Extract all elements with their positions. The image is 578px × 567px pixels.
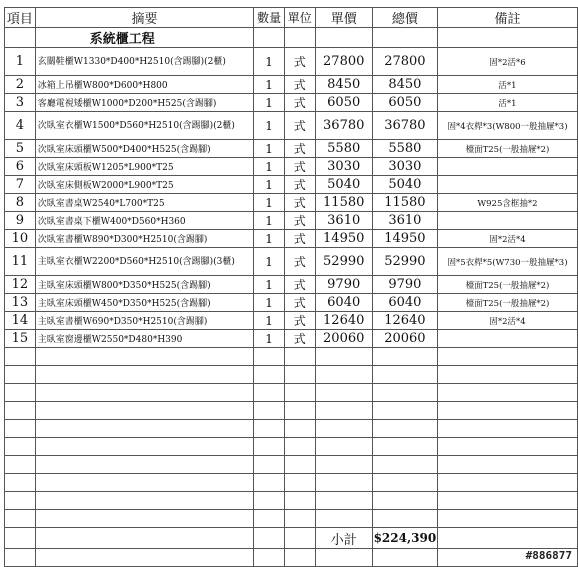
item-description: 次臥室書櫃W890*D300*H2510(含踢腳) — [35, 230, 253, 248]
header-description: 摘要 — [35, 8, 253, 28]
empty-cell — [254, 438, 285, 456]
empty-cell — [315, 402, 372, 420]
empty-cell — [5, 492, 36, 510]
header-no: 項目 — [5, 8, 36, 28]
item-remark: 固*4衣桿*3(W800一般抽屜*3) — [437, 112, 577, 140]
subtotal-empty-cell — [5, 528, 36, 549]
item-unit: 式 — [284, 294, 315, 312]
empty-cell — [35, 384, 253, 402]
item-unit-price: 6050 — [315, 94, 372, 112]
item-total: 8450 — [372, 76, 437, 94]
empty-cell — [284, 456, 315, 474]
empty-cell — [437, 438, 577, 456]
empty-cell — [254, 366, 285, 384]
item-unit-price: 36780 — [315, 112, 372, 140]
item-number: 5 — [5, 140, 36, 158]
empty-cell — [437, 474, 577, 492]
item-total: 27800 — [372, 48, 437, 76]
item-description: 客廳電視矮櫃W1000*D200*H525(含踢腳) — [35, 94, 253, 112]
empty-cell — [372, 438, 437, 456]
empty-cell — [372, 384, 437, 402]
item-unit-price: 5040 — [315, 176, 372, 194]
item-remark: 檯面T25(一般抽屜*2) — [437, 140, 577, 158]
item-quantity: 1 — [254, 176, 285, 194]
item-description: 次臥室書桌下櫃W400*D560*H360 — [35, 212, 253, 230]
item-quantity: 1 — [254, 140, 285, 158]
empty-cell — [5, 510, 36, 528]
empty-cell — [5, 474, 36, 492]
empty-cell — [254, 402, 285, 420]
item-unit-price: 3030 — [315, 158, 372, 176]
empty-cell — [437, 366, 577, 384]
item-remark: 固*2活*4 — [437, 230, 577, 248]
item-unit: 式 — [284, 276, 315, 294]
empty-row — [5, 456, 578, 474]
empty-cell — [315, 474, 372, 492]
item-unit: 式 — [284, 194, 315, 212]
item-unit-price: 5580 — [315, 140, 372, 158]
empty-cell — [284, 510, 315, 528]
footer-empty-cell — [254, 549, 285, 567]
empty-cell — [284, 366, 315, 384]
empty-cell — [372, 420, 437, 438]
item-quantity: 1 — [254, 194, 285, 212]
item-description-text: 次臥室衣櫃W1500*D560*H2510(含踢腳)(2櫃) — [37, 120, 235, 131]
empty-cell — [315, 384, 372, 402]
item-total: 20060 — [372, 330, 437, 348]
subtotal-value: $224,390 — [372, 528, 437, 549]
item-number: 8 — [5, 194, 36, 212]
header-quantity: 數量 — [254, 8, 285, 28]
item-unit: 式 — [284, 48, 315, 76]
item-number: 7 — [5, 176, 36, 194]
item-description: 次臥室床頭板W1205*L900*T25 — [35, 158, 253, 176]
empty-cell — [315, 456, 372, 474]
title-empty-cell — [284, 28, 315, 48]
item-total: 6040 — [372, 294, 437, 312]
item-description — [35, 112, 253, 140]
empty-cell — [437, 348, 577, 366]
item-description: 主臥室床頭櫃W450*D350*H525(含踢腳) — [35, 294, 253, 312]
item-total: 14950 — [372, 230, 437, 248]
empty-cell — [5, 420, 36, 438]
item-unit: 式 — [284, 112, 315, 140]
empty-cell — [284, 474, 315, 492]
empty-cell — [372, 510, 437, 528]
title-empty-cell — [254, 28, 285, 48]
subtotal-empty-cell — [254, 528, 285, 549]
table-row — [5, 94, 578, 112]
item-total: 5040 — [372, 176, 437, 194]
empty-row — [5, 348, 578, 366]
item-total: 11580 — [372, 194, 437, 212]
header-unit-price: 單價 — [315, 8, 372, 28]
empty-cell — [315, 420, 372, 438]
empty-cell — [372, 366, 437, 384]
item-unit: 式 — [284, 140, 315, 158]
item-description — [35, 248, 253, 276]
item-unit: 式 — [284, 312, 315, 330]
empty-cell — [437, 384, 577, 402]
item-quantity: 1 — [254, 248, 285, 276]
header-remark: 備註 — [437, 8, 577, 28]
empty-cell — [254, 510, 285, 528]
table-row — [5, 248, 578, 276]
item-unit-price: 27800 — [315, 48, 372, 76]
item-total: 5580 — [372, 140, 437, 158]
empty-cell — [254, 492, 285, 510]
item-quantity: 1 — [254, 158, 285, 176]
table-body — [5, 28, 578, 528]
empty-cell — [5, 402, 36, 420]
table-row — [5, 194, 578, 212]
item-remark: 活*1 — [437, 76, 577, 94]
empty-cell — [372, 348, 437, 366]
empty-cell — [35, 402, 253, 420]
item-remark: 檯面T25(一般抽屜*2) — [437, 294, 577, 312]
title-empty-cell — [5, 28, 36, 48]
footer-empty-cell — [35, 549, 253, 567]
empty-cell — [284, 420, 315, 438]
item-remark: W925含框抽*2 — [437, 194, 577, 212]
empty-cell — [315, 510, 372, 528]
item-quantity: 1 — [254, 294, 285, 312]
watermark-id: #886877 — [525, 549, 572, 562]
empty-cell — [254, 420, 285, 438]
item-quantity: 1 — [254, 76, 285, 94]
empty-cell — [284, 438, 315, 456]
empty-cell — [5, 438, 36, 456]
item-unit: 式 — [284, 176, 315, 194]
empty-row — [5, 366, 578, 384]
footer-empty-cell — [372, 549, 437, 567]
item-remark: 固*2活*4 — [437, 312, 577, 330]
item-unit: 式 — [284, 248, 315, 276]
subtotal-row — [5, 528, 578, 549]
table-row — [5, 312, 578, 330]
empty-cell — [437, 510, 577, 528]
item-description: 次臥室床頭櫃W500*D400*H525(含踢腳) — [35, 140, 253, 158]
empty-cell — [254, 384, 285, 402]
item-unit-price: 12640 — [315, 312, 372, 330]
item-number: 2 — [5, 76, 36, 94]
empty-row — [5, 384, 578, 402]
empty-cell — [437, 492, 577, 510]
title-empty-cell — [315, 28, 372, 48]
empty-row — [5, 510, 578, 528]
table-row — [5, 276, 578, 294]
item-unit: 式 — [284, 94, 315, 112]
empty-cell — [284, 384, 315, 402]
table-row — [5, 76, 578, 94]
empty-row — [5, 492, 578, 510]
item-remark: 檯面T25(一般抽屜*2) — [437, 276, 577, 294]
empty-cell — [254, 456, 285, 474]
header-row — [5, 8, 578, 28]
section-title-row — [5, 28, 578, 48]
item-description-text: 主臥室衣櫃W2200*D560*H2510(含踢腳)(3櫃) — [37, 256, 235, 267]
item-unit-price: 3610 — [315, 212, 372, 230]
item-unit: 式 — [284, 330, 315, 348]
item-remark — [437, 212, 577, 230]
item-unit-price: 8450 — [315, 76, 372, 94]
table-row — [5, 112, 578, 140]
empty-row — [5, 402, 578, 420]
footer-row — [5, 549, 578, 567]
subtotal-empty-cell — [35, 528, 253, 549]
table-row — [5, 230, 578, 248]
item-remark: 固*2活*6 — [437, 48, 577, 76]
subtotal-empty-cell — [437, 528, 577, 549]
item-quantity: 1 — [254, 112, 285, 140]
section-title: 系統櫃工程 — [35, 28, 253, 48]
empty-cell — [254, 348, 285, 366]
item-number: 11 — [5, 248, 36, 276]
quotation-table — [4, 7, 578, 567]
item-unit-price: 52990 — [315, 248, 372, 276]
item-total: 9790 — [372, 276, 437, 294]
item-number: 14 — [5, 312, 36, 330]
empty-cell — [35, 492, 253, 510]
empty-cell — [284, 402, 315, 420]
subtotal-label: 小計 — [315, 528, 372, 549]
item-remark — [437, 158, 577, 176]
item-unit-price: 11580 — [315, 194, 372, 212]
item-description-text: 玄關鞋櫃W1330*D400*H2510(含踢腳)(2櫃) — [37, 56, 226, 67]
item-number: 1 — [5, 48, 36, 76]
empty-cell — [372, 492, 437, 510]
item-description: 次臥室書桌W2540*L700*T25 — [35, 194, 253, 212]
item-number: 6 — [5, 158, 36, 176]
quotation-sheet — [4, 7, 578, 567]
item-remark: 固*5衣桿*5(W730一般抽屜*3) — [437, 248, 577, 276]
empty-cell — [437, 456, 577, 474]
empty-cell — [437, 402, 577, 420]
item-description: 次臥室床側板W2000*L900*T25 — [35, 176, 253, 194]
item-number: 4 — [5, 112, 36, 140]
item-description — [35, 48, 253, 76]
empty-row — [5, 438, 578, 456]
title-empty-cell — [372, 28, 437, 48]
item-unit-price: 9790 — [315, 276, 372, 294]
empty-cell — [315, 366, 372, 384]
empty-cell — [5, 456, 36, 474]
item-quantity: 1 — [254, 330, 285, 348]
item-number: 15 — [5, 330, 36, 348]
item-quantity: 1 — [254, 94, 285, 112]
item-quantity: 1 — [254, 212, 285, 230]
table-row — [5, 330, 578, 348]
empty-cell — [35, 366, 253, 384]
item-remark — [437, 330, 577, 348]
empty-cell — [35, 420, 253, 438]
empty-cell — [372, 456, 437, 474]
footer-empty-cell — [315, 549, 372, 567]
item-unit: 式 — [284, 76, 315, 94]
item-number: 13 — [5, 294, 36, 312]
empty-cell — [254, 474, 285, 492]
item-remark — [437, 176, 577, 194]
item-number: 10 — [5, 230, 36, 248]
item-total: 3610 — [372, 212, 437, 230]
empty-row — [5, 420, 578, 438]
table-row — [5, 176, 578, 194]
item-unit-price: 6040 — [315, 294, 372, 312]
empty-row — [5, 474, 578, 492]
item-description: 冰箱上吊櫃W800*D600*H800 — [35, 76, 253, 94]
empty-cell — [315, 348, 372, 366]
table-row — [5, 140, 578, 158]
title-empty-cell — [437, 28, 577, 48]
item-total: 6050 — [372, 94, 437, 112]
item-quantity: 1 — [254, 48, 285, 76]
item-unit: 式 — [284, 212, 315, 230]
empty-cell — [5, 348, 36, 366]
empty-cell — [315, 438, 372, 456]
item-number: 12 — [5, 276, 36, 294]
table-row — [5, 158, 578, 176]
empty-cell — [35, 438, 253, 456]
empty-cell — [315, 492, 372, 510]
empty-cell — [35, 474, 253, 492]
item-quantity: 1 — [254, 312, 285, 330]
item-total: 12640 — [372, 312, 437, 330]
empty-cell — [437, 420, 577, 438]
empty-cell — [284, 348, 315, 366]
empty-cell — [5, 384, 36, 402]
footer-empty-cell — [5, 549, 36, 567]
table-row — [5, 212, 578, 230]
item-total: 52990 — [372, 248, 437, 276]
item-total: 3030 — [372, 158, 437, 176]
item-number: 3 — [5, 94, 36, 112]
item-unit: 式 — [284, 230, 315, 248]
item-description: 主臥室窗邊櫃W2550*D480*H390 — [35, 330, 253, 348]
item-quantity: 1 — [254, 276, 285, 294]
header-unit: 單位 — [284, 8, 315, 28]
item-total: 36780 — [372, 112, 437, 140]
item-unit: 式 — [284, 158, 315, 176]
empty-cell — [372, 402, 437, 420]
empty-cell — [284, 492, 315, 510]
empty-cell — [5, 366, 36, 384]
item-description: 主臥室床頭櫃W800*D350*H525(含踢腳) — [35, 276, 253, 294]
empty-cell — [372, 474, 437, 492]
header-total: 總價 — [372, 8, 437, 28]
item-description: 主臥室書櫃W690*D350*H2510(含踢腳) — [35, 312, 253, 330]
table-row — [5, 294, 578, 312]
item-quantity: 1 — [254, 230, 285, 248]
item-unit-price: 14950 — [315, 230, 372, 248]
table-row — [5, 48, 578, 76]
empty-cell — [35, 348, 253, 366]
item-remark: 活*1 — [437, 94, 577, 112]
item-number: 9 — [5, 212, 36, 230]
footer-empty-cell — [284, 549, 315, 567]
subtotal-empty-cell — [284, 528, 315, 549]
empty-cell — [35, 510, 253, 528]
empty-cell — [35, 456, 253, 474]
item-unit-price: 20060 — [315, 330, 372, 348]
